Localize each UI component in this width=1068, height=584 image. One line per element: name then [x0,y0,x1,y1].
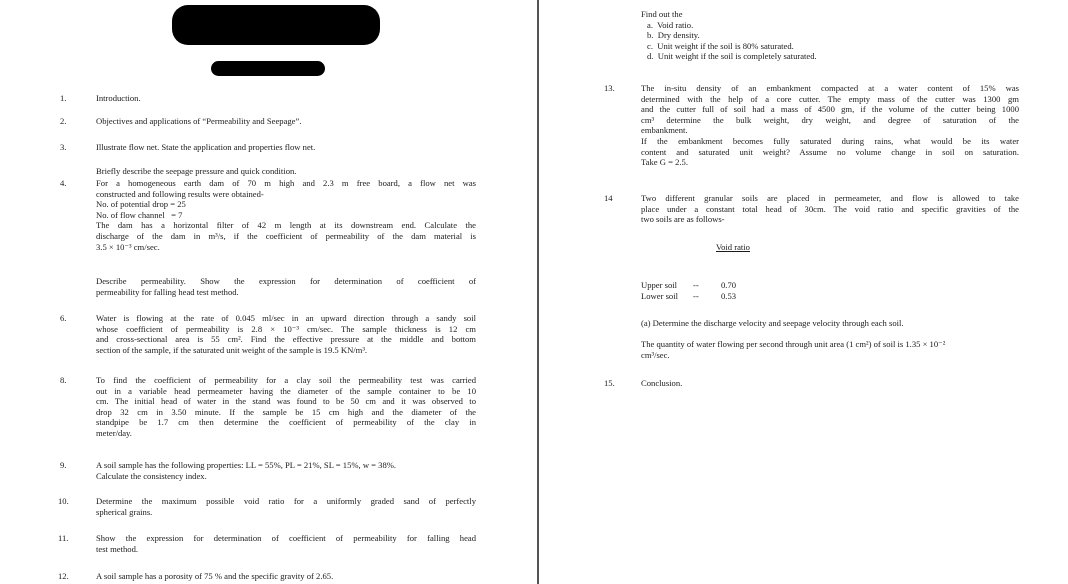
question-text [96,496,476,517]
question-line: and cross-sectional area is 55 cm². Find the effective pressure at the middle and bottom [96,334,476,345]
question-line: Calculate the consistency index. [96,470,207,481]
find-out-title: Find out the [641,9,683,19]
question-line: A soil sample has a porosity of 75 % and the specific gravity of 2.65. [96,571,334,581]
question-part-a [641,318,1021,329]
question-line: cm. The initial head of water in the stand was found to be 50 cm and it was observed to [96,396,476,407]
question-line: Determine the maximum possible void ratio for a uniformly graded sand of perfectly [96,496,476,506]
question-line: meter/day. [96,427,132,438]
question-text [96,116,476,127]
row-dash: -- [693,290,699,301]
question-line: standpipe be 1.7 cm then determine the coefficient of permeability of the clay in [96,417,476,428]
find-out-block [641,9,1021,62]
find-out-item: d. Unit weight if the soil is completely saturated. [647,51,817,62]
question-line: The in-situ density of an embankment compacted at a water content of 15% was [641,83,1019,93]
question-text [96,178,476,252]
question-line: determined with the help of a core cutter. The empty mass of the cutter was 1300 gm [641,93,1019,104]
question-line: A soil sample has the following properties: LL = 55%, PL = 21%, SL = 15%, w = 38%. [96,460,397,470]
question-line: Describe permeability. Show the expression for determination of coefficient of [96,276,476,286]
row-label: Upper soil [641,280,678,290]
question-line: Illustrate flow net. State the application and properties flow net. [96,142,316,152]
row-dash: -- [693,280,699,290]
redacted-header-block [172,5,380,45]
question-text [96,166,476,177]
row-value: 0.53 [721,290,737,301]
soil-table [641,280,841,301]
question-number: 4. [60,178,67,188]
question-number: 11. [58,533,69,543]
find-out-item: a. Void ratio. [647,19,694,30]
question-line: No. of potential drop = 25 [96,199,186,210]
question-line: permeability for falling head test method. [96,286,239,297]
question-line: Briefly describe the seepage pressure and quick condition. [96,166,297,176]
question-line: The quantity of water flowing per second through unit area (1 cm²) of soil is 1.35 × 10⁻² [641,339,946,349]
question-line: cm³ determine the bulk weight, dry weight, and degree of saturation of the [641,114,1019,125]
question-text [641,378,1019,389]
question-line: drop 32 cm in 3.50 minute. If the sample be 15 cm high and the diameter of the [96,406,476,417]
question-line: embankment. [641,125,688,136]
question-line: content and saturated unit weight? Assume no volume change in soil on saturation. [641,146,1019,157]
question-line: Show the expression for determination of coefficient of permeability for falling head [96,533,476,543]
question-number: 12. [58,571,69,581]
question-line: The dam has a horizontal filter of 42 m length at its downstream end. Calculate the [96,220,476,231]
question-line: No. of flow channel = 7 [96,209,183,220]
question-line: To find the coefficient of permeability for a clay soil the permeability test was carried [96,375,476,385]
question-text [96,142,476,153]
question-line: Take G = 2.5. [641,157,688,168]
question-text [96,460,476,481]
question-line: test method. [96,543,139,554]
question-number: 10. [58,496,69,506]
question-text [641,193,1019,225]
question-line: discharge of the dam in m³/s, if the coefficient of permeability of the dam material is [96,230,476,241]
question-text [96,375,476,439]
question-text [96,533,476,554]
question-number: 15. [604,378,615,388]
question-number: 3. [60,142,67,152]
question-text [96,313,476,355]
question-part-b [641,339,1021,360]
question-line: 3.5 × 10⁻³ cm/sec. [96,241,160,252]
question-number: 13. [604,83,615,93]
question-line: Conclusion. [641,378,683,388]
redacted-subheader-block [211,61,325,76]
question-line: and the cutter full of soil had a mass of 4500 gm, if the volume of the cutter being 1000 [641,104,1019,115]
question-line: Objectives and applications of “Permeability and Seepage”. [96,116,302,126]
question-line: Two different granular soils are placed in permeameter, and flow is allowed to take [641,193,1019,203]
row-label: Lower soil [641,290,678,301]
find-out-item: b. Dry density. [647,30,700,41]
question-line: If the embankment becomes fully saturated during rains, what would be its water [641,135,1019,146]
question-line: Introduction. [96,93,141,103]
question-number: 6. [60,313,67,323]
question-text [96,571,476,582]
question-line: Water is flowing at the rate of 0.045 ml/sec in an upward direction through a sandy soil [96,313,476,323]
question-line: For a homogeneous earth dam of 70 m high and 2.3 m free board, a flow net was [96,178,476,188]
question-line: two soils are as follows- [641,214,725,225]
question-text [641,83,1019,168]
table-header-void-ratio: Void ratio [716,242,750,252]
question-line: spherical grains. [96,506,153,517]
question-line: whose coefficient of permeability is 2.8 × 10⁻³ cm/sec. The sample thickness is 12 cm [96,323,476,334]
question-line: out in a variable head permeameter having the diameter of the sample container to be 10 [96,385,476,396]
question-number: 9. [60,460,67,470]
question-text [96,93,476,104]
question-line: constructed and following results were obtained- [96,188,264,199]
table-row [641,280,841,291]
right-page [539,0,1068,584]
question-line: section of the sample, if the saturated unit weight of the sample is 19.5 KN/m³. [96,344,368,355]
question-number: 2. [60,116,67,126]
question-line: place under a constant total head of 30cm. The void ratio and specific gravities of the [641,203,1019,214]
question-line: cm³/sec. [641,349,670,360]
table-row [641,291,841,302]
question-line: (a) Determine the discharge velocity and seepage velocity through each soil. [641,318,904,328]
question-text [96,276,476,297]
row-value: 0.70 [721,280,737,290]
find-out-item: c. Unit weight if the soil is 80% saturated. [647,40,794,51]
question-number: 8. [60,375,67,385]
question-number: 14 [604,193,613,203]
question-number: 1. [60,93,67,103]
